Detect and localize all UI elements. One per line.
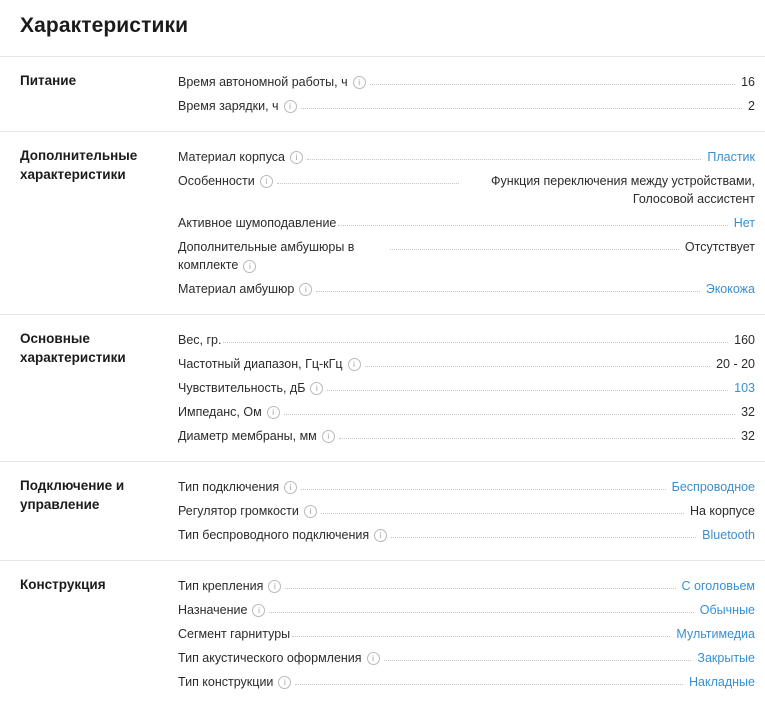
info-icon[interactable]: i xyxy=(284,481,297,494)
spec-row-label xyxy=(178,403,282,421)
dot-leader xyxy=(316,280,699,292)
spec-row-value: Отсутствует xyxy=(684,240,755,254)
info-icon[interactable]: i xyxy=(278,676,291,689)
info-icon[interactable]: i xyxy=(348,358,361,371)
spec-row-value: Функция переключения между устройствами, Голосовой ассистент xyxy=(491,174,755,206)
spec-row-label xyxy=(178,502,319,520)
info-icon[interactable]: i xyxy=(267,406,280,419)
dot-leader xyxy=(327,379,728,391)
dot-leader xyxy=(301,97,743,109)
spec-row-value-link[interactable]: Нет xyxy=(733,216,755,230)
spec-group xyxy=(0,56,765,131)
spec-row-value: 16 xyxy=(741,75,755,89)
spec-row-value-link[interactable]: С оголовьем xyxy=(681,579,755,593)
dot-leader xyxy=(223,331,728,343)
spec-row-label xyxy=(178,172,275,190)
spec-row-value-link[interactable]: 103 xyxy=(734,381,755,395)
info-icon[interactable]: i xyxy=(322,430,335,443)
info-icon[interactable]: i xyxy=(304,505,317,518)
spec-row-label xyxy=(178,214,336,232)
dot-leader xyxy=(370,73,735,85)
spec-row-label xyxy=(178,427,337,445)
spec-row-label xyxy=(178,478,299,496)
info-icon[interactable]: i xyxy=(374,529,387,542)
spec-row-value-link[interactable]: Беспроводное xyxy=(671,480,755,494)
spec-row xyxy=(178,329,755,353)
spec-row xyxy=(178,401,755,425)
spec-row-value-link[interactable]: Экокожа xyxy=(705,282,755,296)
spec-row xyxy=(178,647,755,671)
spec-row xyxy=(178,146,755,170)
dot-leader xyxy=(292,625,670,637)
spec-row xyxy=(178,170,755,212)
spec-row-label-text: Особенности xyxy=(178,174,255,188)
spec-row-label-text: Диаметр мембраны, мм xyxy=(178,429,317,443)
spec-row xyxy=(178,377,755,401)
spec-row-label xyxy=(178,280,314,298)
spec-group xyxy=(0,131,765,314)
spec-row-value: На корпусе xyxy=(689,504,755,518)
spec-row-label-text: Тип подключения xyxy=(178,480,280,494)
spec-row-value: 32 xyxy=(741,429,755,443)
dot-leader xyxy=(269,601,693,613)
spec-group-title: Конструкция xyxy=(20,577,106,592)
specifications-table xyxy=(0,56,765,707)
spec-row-label xyxy=(178,673,293,691)
info-icon[interactable]: i xyxy=(353,76,366,89)
spec-row xyxy=(178,623,755,647)
spec-row-label-text: Вес, гр. xyxy=(178,333,222,347)
spec-row xyxy=(178,353,755,377)
spec-row-label-text: Время автономной работы, ч xyxy=(178,75,348,89)
spec-row xyxy=(178,476,755,500)
spec-group xyxy=(0,461,765,560)
spec-row-label-text: Время зарядки, ч xyxy=(178,99,279,113)
dot-leader xyxy=(295,673,683,685)
spec-row-label-text: Тип беспроводного подключения xyxy=(178,528,370,542)
spec-rows xyxy=(178,146,765,302)
spec-row-label-text: Сегмент гарнитуры xyxy=(178,627,291,641)
info-icon[interactable]: i xyxy=(310,382,323,395)
spec-row-label xyxy=(178,526,389,544)
info-icon[interactable]: i xyxy=(252,604,265,617)
spec-row-value: 160 xyxy=(734,333,755,347)
spec-row xyxy=(178,425,755,449)
dot-leader xyxy=(384,649,692,661)
spec-row-label-text: Тип акустического оформления xyxy=(178,651,362,665)
spec-row-label xyxy=(178,625,290,643)
info-icon[interactable]: i xyxy=(243,260,256,273)
spec-row-label-text: Импеданс, Ом xyxy=(178,405,262,419)
spec-row-value-link[interactable]: Закрытые xyxy=(697,651,755,665)
spec-row xyxy=(178,599,755,623)
spec-row-label xyxy=(178,379,325,397)
spec-row-label xyxy=(178,577,283,595)
spec-row-label xyxy=(178,601,267,619)
spec-row-label xyxy=(178,238,388,274)
info-icon[interactable]: i xyxy=(284,100,297,113)
dot-leader xyxy=(338,214,727,226)
spec-row-label-text: Материал амбушюр xyxy=(178,282,295,296)
spec-row xyxy=(178,500,755,524)
spec-group-title: Дополнительные характеристики xyxy=(20,148,138,182)
spec-row-label-text: Чувствительность, дБ xyxy=(178,381,306,395)
spec-group-title: Питание xyxy=(20,73,77,88)
spec-row-label-text: Назначение xyxy=(178,603,248,617)
spec-row-label xyxy=(178,148,305,166)
dot-leader xyxy=(301,478,665,490)
info-icon[interactable]: i xyxy=(299,283,312,296)
spec-row-label-text: Тип конструкции xyxy=(178,675,274,689)
spec-row-label-text: Материал корпуса xyxy=(178,150,286,164)
spec-row xyxy=(178,212,755,236)
info-icon[interactable]: i xyxy=(290,151,303,164)
spec-row xyxy=(178,278,755,302)
spec-row xyxy=(178,95,755,119)
spec-row-label-text: Регулятор громкости xyxy=(178,504,299,518)
spec-row-value-link[interactable]: Обычные xyxy=(699,603,755,617)
info-icon[interactable]: i xyxy=(260,175,273,188)
spec-group xyxy=(0,560,765,707)
spec-row-label xyxy=(178,649,382,667)
spec-rows xyxy=(178,575,765,695)
spec-row xyxy=(178,236,755,278)
spec-row-value: 20 - 20 xyxy=(716,357,755,371)
spec-row-value-link[interactable]: Накладные xyxy=(689,675,755,689)
dot-leader xyxy=(365,355,711,367)
spec-row xyxy=(178,671,755,695)
spec-row-label-text: Тип крепления xyxy=(178,579,264,593)
spec-row xyxy=(178,575,755,599)
dot-leader xyxy=(390,238,679,250)
spec-rows xyxy=(178,329,765,449)
spec-rows xyxy=(178,476,765,548)
dot-leader xyxy=(339,427,735,439)
spec-group-title: Подключение и управление xyxy=(20,478,125,512)
spec-row-label xyxy=(178,73,368,91)
dot-leader xyxy=(285,577,675,589)
spec-row-value: 32 xyxy=(741,405,755,419)
spec-row-label-text: Активное шумоподавление xyxy=(178,216,337,230)
dot-leader xyxy=(307,148,701,160)
spec-group xyxy=(0,314,765,461)
dot-leader xyxy=(277,172,459,184)
spec-row-label-text: Дополнительные амбушюры в комплекте xyxy=(178,240,355,272)
spec-row-label-text: Частотный диапазон, Гц-кГц xyxy=(178,357,343,371)
spec-row xyxy=(178,524,755,548)
dot-leader xyxy=(321,502,684,514)
spec-group-title: Основные характеристики xyxy=(20,331,126,365)
spec-row-value-link[interactable]: Мультимедиа xyxy=(676,627,755,641)
spec-row-value-link[interactable]: Bluetooth xyxy=(702,528,755,542)
spec-row-label xyxy=(178,331,221,349)
dot-leader xyxy=(284,403,735,415)
spec-row-value-link[interactable]: Пластик xyxy=(707,150,755,164)
dot-leader xyxy=(391,526,696,538)
spec-row-label xyxy=(178,97,299,115)
page-title: Характеристики xyxy=(20,14,189,37)
info-icon[interactable]: i xyxy=(367,652,380,665)
spec-row xyxy=(178,71,755,95)
spec-row-value: 2 xyxy=(748,99,755,113)
spec-row-label xyxy=(178,355,363,373)
spec-rows xyxy=(178,71,765,119)
info-icon[interactable]: i xyxy=(268,580,281,593)
